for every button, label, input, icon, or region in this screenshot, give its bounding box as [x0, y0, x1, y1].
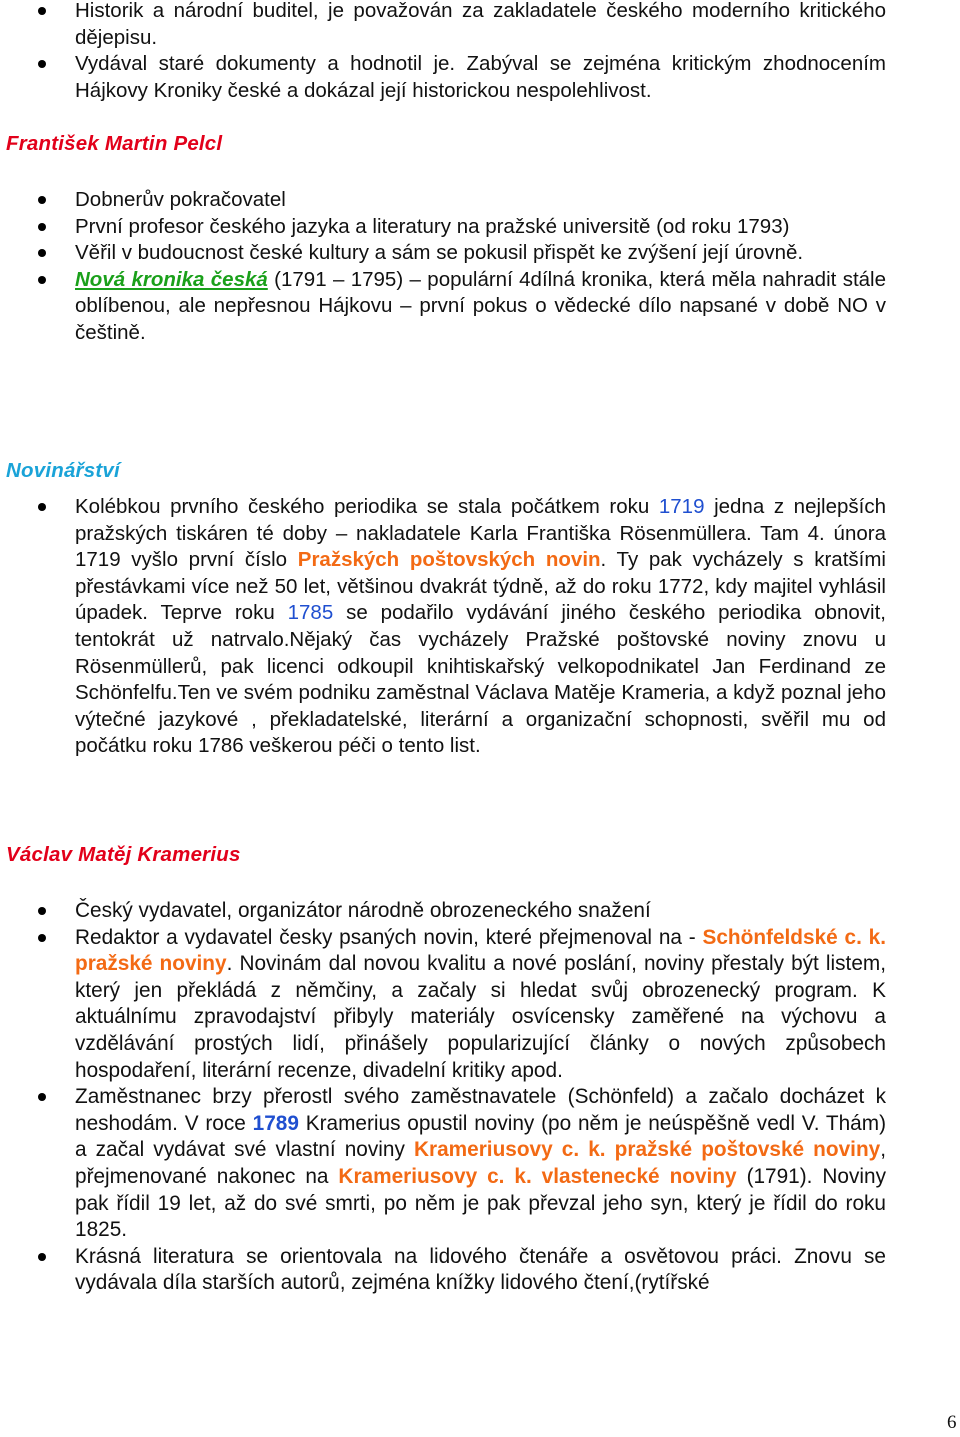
kr3-text-c: , přejmenované nakonec na	[75, 1138, 886, 1188]
kr3-paper-2: Krameriusovy c. k. vlastenecké noviny	[338, 1164, 737, 1188]
kronika-title-link[interactable]: Nová kronika česká	[75, 267, 268, 291]
pelcl-list	[0, 187, 886, 347]
pelcl-item-3: Věřil v budoucnost české kultury a sám se pokusil přispět ke zvýšení její úrovně.	[0, 240, 886, 267]
kr2-text-a: Redaktor a vydavatel česky psaných novin, které přejmenoval na -	[75, 925, 703, 949]
pelcl-item-2: První profesor českého jazyka a literatury na pražské universitě (od roku 1793)	[0, 214, 886, 241]
nov-newspaper-name: Pražských poštovských novin	[297, 548, 601, 572]
kramerius-list	[0, 898, 886, 1297]
kramerius-item-3	[0, 1084, 886, 1244]
nov-year-1719: 1719	[658, 495, 705, 518]
kr3-paper-1: Krameriusovy c. k. pražské poštovské noviny	[413, 1138, 881, 1162]
kr3-text-d: (1791). Noviny pak řídil 19 let, až do své smrti, po něm je pak převzal jeho syn, který je řídil do roku 1825.	[75, 1164, 886, 1242]
novinarstvi-list	[0, 494, 886, 760]
heading-pelcl: František Martin Pelcl	[6, 132, 223, 155]
novinarstvi-item	[0, 494, 886, 760]
intro-item-2: Vydával staré dokumenty a hodnotil je. Zabýval se zejména kritickým zhodnocením Hájkovy Kroniky české a dokázal její historickou nespolehlivost.	[0, 51, 886, 104]
kr3-text-b: Kramerius opustil noviny (po něm je neúspěšně vedl V. Thám) a začal vydávat své vlastní noviny	[75, 1111, 886, 1162]
kr3-year: 1789	[252, 1111, 299, 1135]
intro-item-1: Historik a národní buditel, je považován za zakladatele českého moderního kritického dějepisu.	[0, 0, 886, 51]
heading-kramerius: Václav Matěj Kramerius	[6, 843, 241, 866]
nov-text-3: . Ty pak vycházely s kratšími přestávkami více než 50 let, většinou dvakrát týdně, až do roku 1772, kdy majitel vyhlásil úpadek. Teprve roku	[75, 548, 886, 625]
nov-text-1: Kolébkou prvního českého periodika se stala počátkem roku	[75, 495, 659, 518]
nov-text-2: jedna z nejlepších pražských tiskáren té doby – nakladatele Karla Františka Rösenmüllera. Tam 4. února 1719 vyšlo první číslo	[75, 495, 886, 572]
kr2-text-b: . Novinám dal novou kvalitu a nové poslání, noviny přestaly být listem, který jen překládá z němčiny, a začaly si hledat svůj obrozenecký program. K aktuálnímu zpravodajství přibyly materiály osvícensky zaměřené na výchovu a vzdělávání prostých lidí, přinášely popularizující články o nových způsobech hospodaření, literární recenze, divadelní kritiky apod.	[75, 952, 887, 1082]
intro-list	[0, 0, 886, 104]
nov-text-4: se podařilo vydávání jiného českého periodika obnovit, tentokrát už natrvalo.Nějaký čas vycházely Pražské poštovské noviny znovu u Rösenmüllerů, pak licenci odkoupil knihtiskařský velkopodnikatel Jan Ferdinand ze Schönfelfu.Ten ve svém podniku zaměstnal Václava Matěje Krameria, a když poznal jeho výtečné jazykové , překladatelské, literární a organizační schopnosti, svěřil mu od počátku roku 1786 veškerou péči o tento list.	[75, 601, 887, 758]
heading-novinarstvi: Novinářství	[6, 459, 120, 482]
kr3-text-a: Zaměstnanec brzy přerostl svého zaměstnavatele (Schönfeld) a začalo docházet k neshodám. V roce	[75, 1085, 886, 1135]
nov-year-1785: 1785	[287, 601, 334, 625]
kramerius-item-1: Český vydavatel, organizátor národně obrozeneckého snažení	[0, 898, 886, 925]
kr2-paper-name: Schönfeldské c. k. pražské noviny	[75, 925, 886, 976]
pelcl-item-kronika	[0, 267, 886, 347]
kramerius-item-2	[0, 925, 886, 1085]
pelcl-item-1: Dobnerův pokračovatel	[0, 187, 886, 214]
page-number: 6	[947, 1412, 957, 1433]
kronika-text: (1791 – 1795) – populární 4dílná kronika, která měla nahradit stále oblíbenou, ale nepřesnou Hájkovu – první pokus o vědecké dílo napsané v době NO v češtině.	[75, 267, 887, 344]
kramerius-item-4: Krásná literatura se orientovala na lidového čtenáře a osvětovou práci. Znovu se vydávala díla starších autorů, zejména knížky lidového čtení,(rytířské	[0, 1244, 886, 1297]
